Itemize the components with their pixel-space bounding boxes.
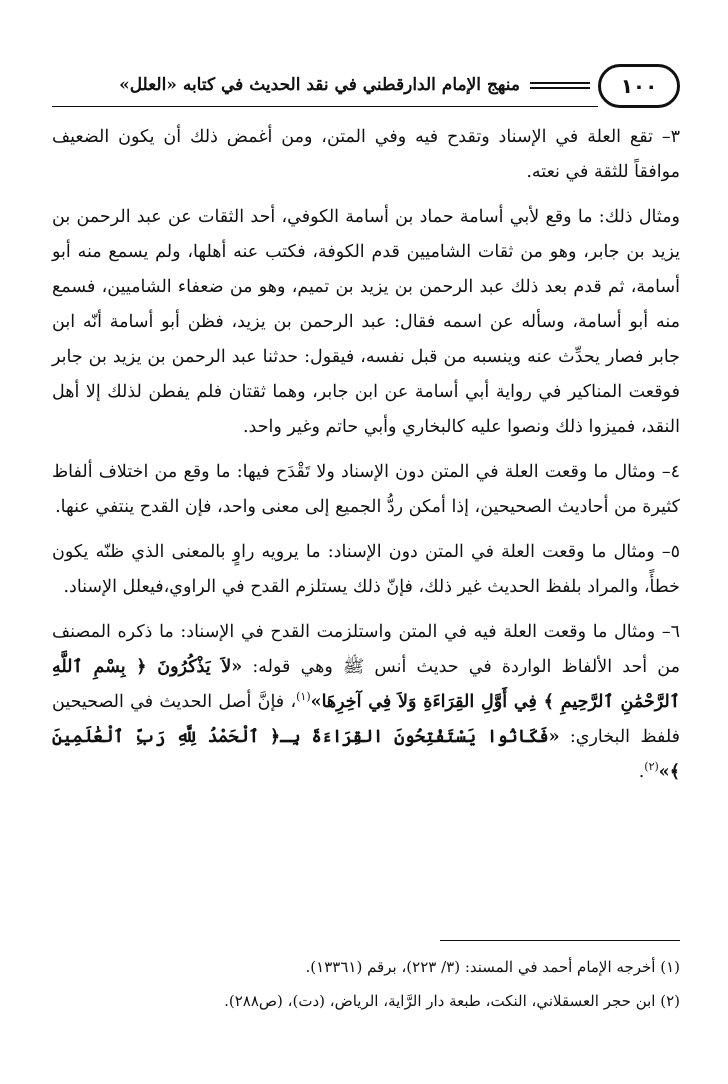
quote-bukhari: «فَكَانُوا يَسْتَفْتِحُونَ القِرَاءَةَ بِـ﴿ ٱلْحَمْدُ لِلَّهِ رَبِّ ٱلْعَٰلَمِينَ ﴾» (52, 727, 680, 782)
header-rule-bottom (530, 87, 590, 89)
paragraph-6-intro: ٦– ومثال ما وقعت العلة فيه في المتن واستلزمت القدح في الإسناد: ما ذكره المصنف من أحد الألفاظ الواردة في حديث أنس ﷺ وهي قوله: (52, 622, 681, 677)
paragraph-example: ومثال ذلك: ما وقع لأبي أسامة حماد بن أسامة الكوفي، أحد الثقات عن عبد الرحمن بن يزيد بن جابر، وهو من ثقات الشاميين قدم الكوفة، فكتب عنه أهلها، ولم يسمع منه أبو أسامة، ثم قدم بعد ذلك عبد الرحمن بن يزيد بن تميم، وهو من ضعفاء الشاميين، فسمع منه أبو أسامة، وسأله عن اسمه فقال: عبد الرحمن بن يزيد، فظن أبو أسامة أنّه ابن جابر فصار يحدِّث عنه وينسبه من قبل نفسه، فيقول: حدثنا عبد الرحمن بن يزيد بن جابر فوقعت المناكير في رواية أبي أسامة عن ابن جابر، وهما ثقتان فلم يفطن لذلك إلا أهل النقد، فميزوا ذلك ونصوا عليه كالبخاري وأبي حاتم وغير واحد. (52, 207, 680, 437)
footnote-2: (٢) ابن حجر العسقلاني، النكت، طبعة دار الرَّاية، الرياض، (دت)، (ص٢٨٨). (224, 992, 680, 1010)
paragraph-3: ٣– تقع العلة في الإسناد وتقدح فيه وفي المتن، ومن أغمض ذلك أن يكون الضعيف موافقاً للثقة في نعته. (52, 127, 680, 182)
main-text (52, 120, 680, 800)
quote-basmala: «لاَ يَذْكُرُونَ ﴿ بِسْمِ ٱللَّهِ ٱلرَّحْمَٰنِ ٱلرَّحِيمِ ﴾ فِي أَوَّلِ القِرَاءَةِ وَلاَ فِي آخِرِهَا» (52, 657, 681, 712)
paragraph-5: ٥– ومثال ما وقعت العلة في المتن دون الإسناد: ما يرويه راوٍ بالمعنى الذي ظنّه يكون خطأً، والمراد بلفظ الحديث غير ذلك، فإنّ ذلك يستلزم القدح في الراوي،فيعلل الإسناد. (52, 542, 680, 597)
footnote-separator (440, 940, 680, 941)
paragraph-6-middle: ، فإنَّ أصل الحديث في الصحيحين فلفظ البخاري: (52, 692, 680, 747)
header-double-rule (530, 82, 590, 92)
header-rule-top (530, 82, 590, 84)
footnote-1: (١) أخرجه الإمام أحمد في المسند: (٣/ ٢٢٣)، برقم (١٣٣٦١). (305, 958, 680, 976)
footnote-ref-2: (٢) (644, 760, 659, 774)
page-number-badge: ١٠٠ (598, 64, 680, 108)
page-header (52, 64, 680, 110)
footnote-ref-1: (١) (296, 690, 311, 704)
running-title: منهج الإمام الدارقطني في نقد الحديث في كتابه «العلل» (119, 75, 520, 95)
footnotes (52, 952, 680, 1020)
header-underline (52, 106, 598, 107)
paragraph-6 (52, 615, 680, 790)
paragraph-6-end: . (638, 762, 645, 782)
paragraph-4: ٤– ومثال ما وقعت العلة في المتن دون الإسناد ولا تَقْدَح فيها: ما وقع من اختلاف ألفاظ كثيرة من أحاديث الصحيحين، إذا أمكن ردُّ الجميع إلى معنى واحد، فإن القدح ينتفي عنها. (52, 462, 680, 517)
